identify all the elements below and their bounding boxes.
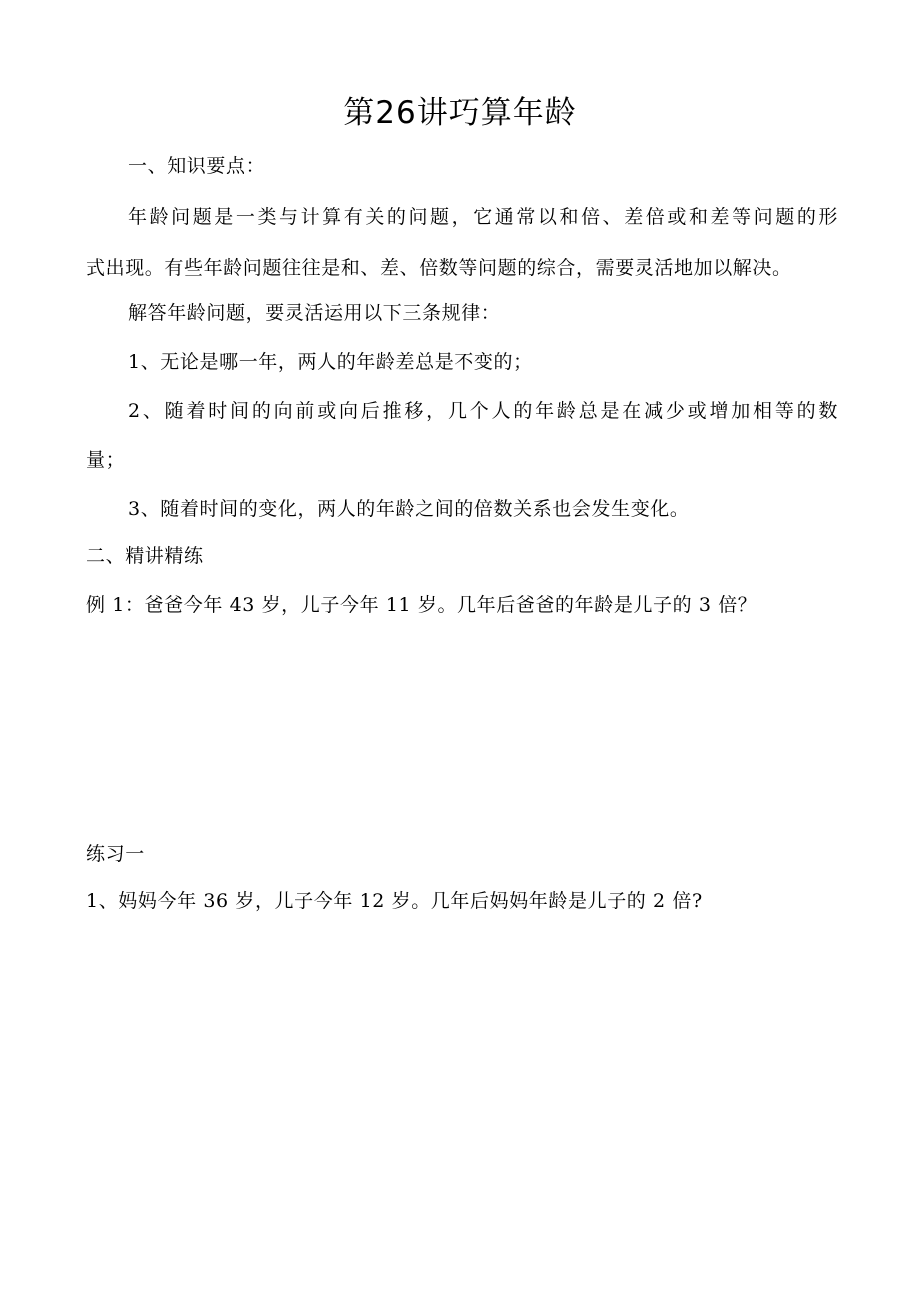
- rule-2-line-1: 2、随着时间的向前或向后推移，几个人的年龄总是在减少或增加相等的数: [128, 400, 838, 422]
- section-heading-practice: 二、精讲精练: [86, 545, 204, 567]
- exercise-heading: 练习一: [86, 843, 145, 865]
- paragraph-intro-line-2: 式出现。有些年龄问题往往是和、差、倍数等问题的综合，需要灵活地加以解决。: [86, 257, 792, 279]
- page-title: 第26讲巧算年龄: [343, 95, 577, 131]
- example-1: 例 1：爸爸今年 43 岁，儿子今年 11 岁。几年后爸爸的年龄是儿子的 3 倍？: [86, 594, 758, 616]
- paragraph-rules-intro: 解答年龄问题，要灵活运用以下三条规律：: [128, 302, 501, 324]
- rule-2-line-2: 量；: [86, 449, 126, 471]
- rule-1: 1、无论是哪一年，两人的年龄差总是不变的；: [128, 351, 533, 373]
- section-heading-knowledge: 一、知识要点：: [128, 155, 266, 177]
- rule-3: 3、随着时间的变化，两人的年龄之间的倍数关系也会发生变化。: [128, 498, 690, 520]
- paragraph-intro-line-1: 年龄问题是一类与计算有关的问题，它通常以和倍、差倍或和差等问题的形: [128, 206, 838, 228]
- exercise-question-1: 1、妈妈今年 36 岁，儿子今年 12 岁。几年后妈妈年龄是儿子的 2 倍?: [86, 890, 703, 912]
